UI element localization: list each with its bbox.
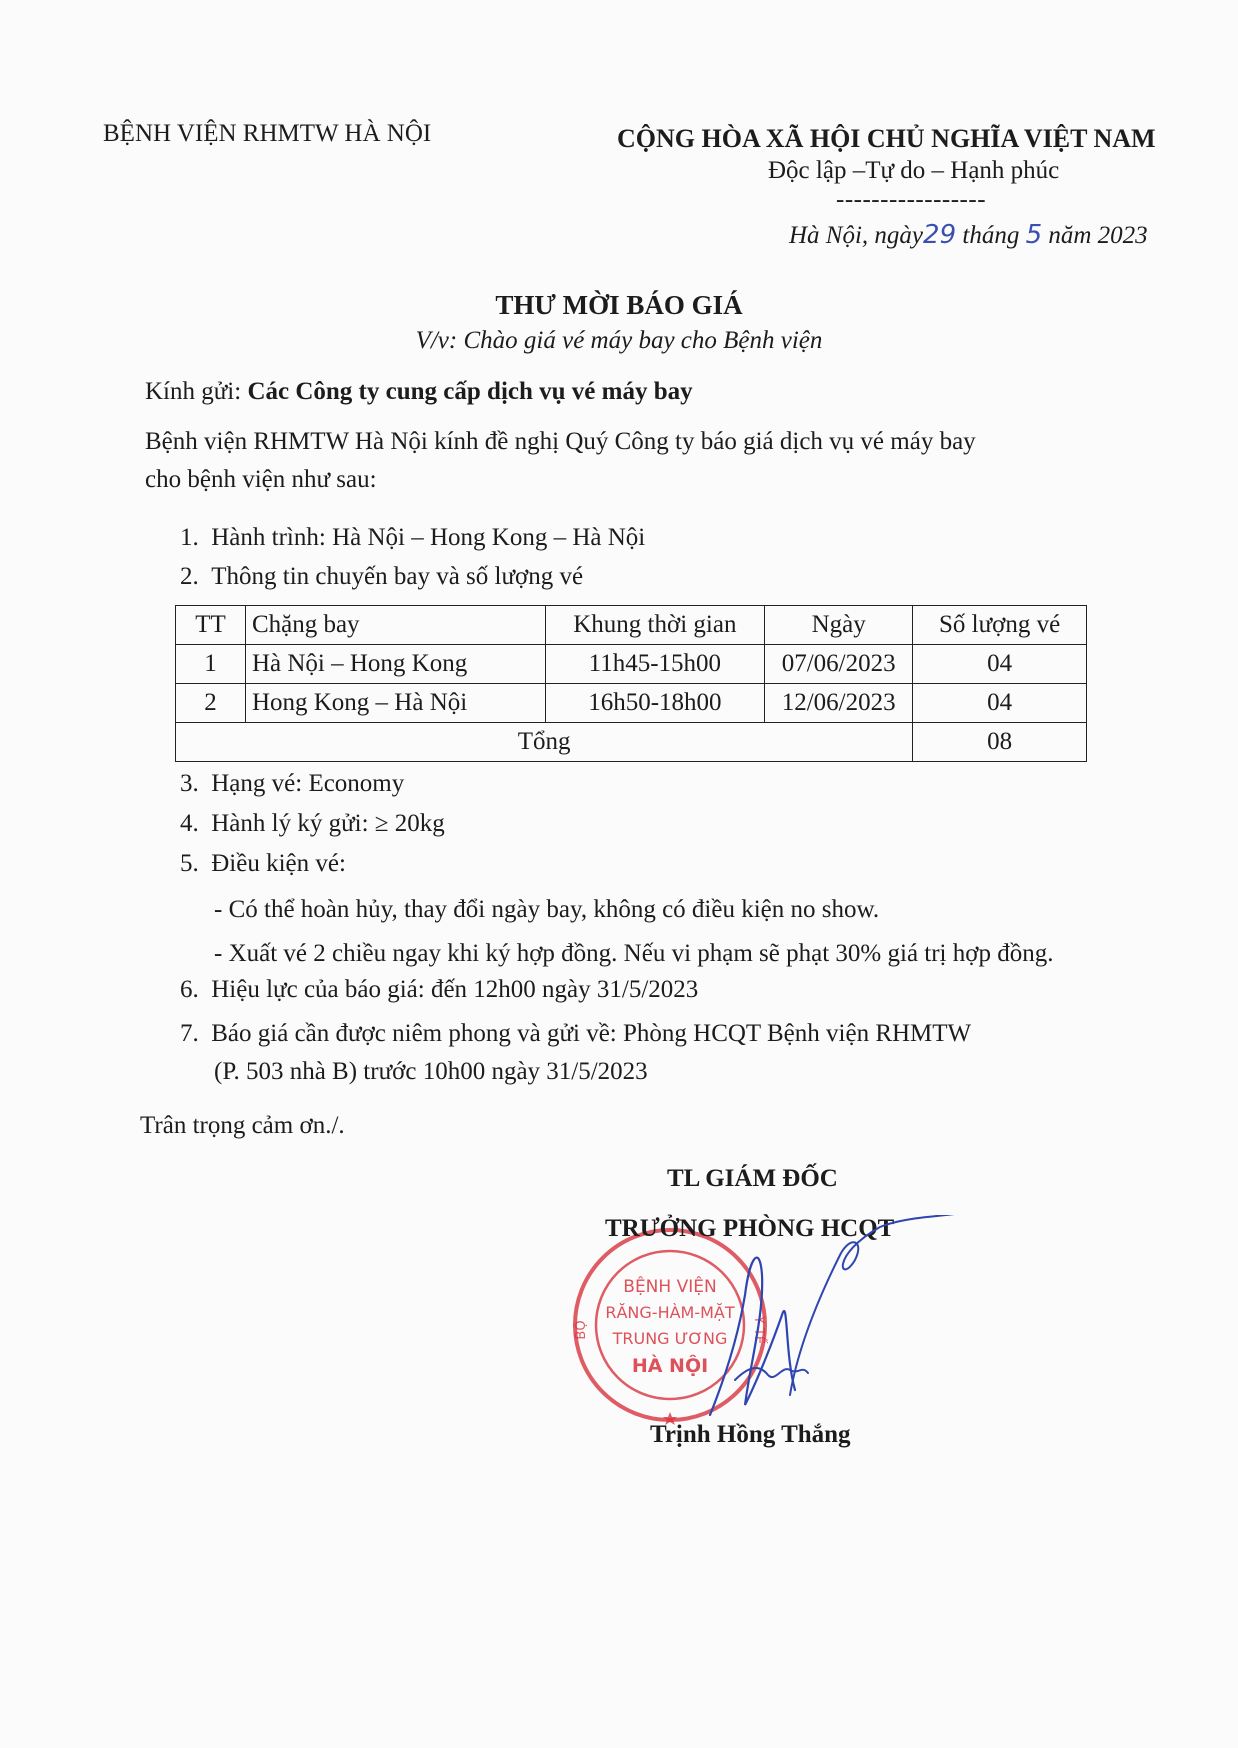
table-total-row (176, 723, 1087, 762)
stamp-line-1: BỆNH VIỆN (623, 1277, 717, 1297)
flight-table (175, 605, 1087, 762)
stamp-line-3: TRUNG ƯƠNG (612, 1329, 728, 1348)
date-month-word: tháng (962, 222, 1020, 249)
list-item-5 (180, 850, 346, 878)
handwritten-signature-icon (690, 1215, 980, 1445)
cell-tt: 1 (176, 645, 246, 684)
list-item-4 (180, 810, 445, 838)
intro-line-2: cho bệnh viện như sau: (145, 466, 377, 493)
ticket-condition-2: - Xuất vé 2 chiều ngay khi ký hợp đồng. Nếu vi phạm sẽ phạt 30% giá trị hợp đồng. (214, 940, 1054, 967)
header-divider: ----------------- (836, 186, 987, 213)
item-number: 4. (180, 810, 199, 837)
cell-time: 11h45-15h00 (545, 645, 765, 684)
organization-name: BỆNH VIỆN RHMTW HÀ NỘI (103, 120, 432, 147)
header-quantity: Số lượng vé (913, 606, 1087, 645)
item-number: 1. (180, 524, 199, 551)
item-text: Điều kiện vé: (211, 850, 346, 877)
table-header-row (176, 606, 1087, 645)
cell-quantity: 04 (913, 684, 1087, 723)
total-value: 08 (913, 723, 1087, 762)
list-item-1 (180, 524, 645, 552)
stamp-line-4: HÀ NỘI (631, 1355, 709, 1377)
signature-title-2: TRƯỞNG PHÒNG HCQT (605, 1215, 895, 1242)
stamp-line-2: RĂNG-HÀM-MẶT (605, 1303, 735, 1322)
header-date: Ngày (765, 606, 913, 645)
total-label: Tổng (176, 723, 913, 762)
list-item-7 (180, 1020, 971, 1048)
cell-tt: 2 (176, 684, 246, 723)
ticket-condition-1: - Có thể hoàn hủy, thay đổi ngày bay, không có điều kiện no show. (214, 896, 880, 923)
cell-date: 12/06/2023 (765, 684, 913, 723)
cell-date: 07/06/2023 (765, 645, 913, 684)
item-number: 3. (180, 770, 199, 797)
list-item-7-line-2: (P. 503 nhà B) trước 10h00 ngày 31/5/2023 (214, 1058, 648, 1085)
table-row (176, 684, 1087, 723)
item-text: Hạng vé: Economy (211, 770, 405, 797)
item-number: 6. (180, 976, 199, 1003)
list-item-3 (180, 770, 404, 798)
closing-text: Trân trọng cảm ơn./. (140, 1112, 345, 1139)
table-row (176, 645, 1087, 684)
cell-time: 16h50-18h00 (545, 684, 765, 723)
item-number: 5. (180, 850, 199, 877)
header-tt: TT (176, 606, 246, 645)
stamp-right-text: Y TẾ (751, 1315, 766, 1345)
item-number: 7. (180, 1020, 199, 1047)
signer-name: Trịnh Hồng Thắng (650, 1421, 851, 1448)
item-text: Thông tin chuyến bay và số lượng vé (211, 563, 584, 590)
item-text: Báo giá cần được niêm phong và gửi về: Phòng HCQT Bệnh viện RHMTW (211, 1020, 972, 1047)
stamp-left-text: BỘ (574, 1320, 589, 1340)
document-title: THƯ MỜI BÁO GIÁ (495, 290, 743, 320)
recipient: Các Công ty cung cấp dịch vụ vé máy bay (247, 378, 693, 405)
document-date (789, 220, 1148, 250)
item-text: Hành trình: Hà Nội – Hong Kong – Hà Nội (211, 524, 646, 551)
recipient-label: Kính gửi: (145, 378, 242, 405)
recipient-line (145, 378, 693, 406)
date-month: 5 (1025, 220, 1043, 250)
date-day: 29 (923, 220, 957, 250)
date-prefix: Hà Nội, ngày (789, 222, 924, 249)
country-name: CỘNG HÒA XÃ HỘI CHỦ NGHĨA VIỆT NAM (617, 124, 1156, 153)
motto: Độc lập –Tự do – Hạnh phúc (768, 157, 1060, 184)
list-item-2 (180, 563, 583, 591)
header-route: Chặng bay (245, 606, 545, 645)
list-item-6 (180, 976, 698, 1004)
cell-quantity: 04 (913, 645, 1087, 684)
date-year: năm 2023 (1048, 222, 1148, 249)
item-text: Hành lý ký gửi: ≥ 20kg (211, 810, 445, 837)
signature-title-1: TL GIÁM ĐỐC (667, 1165, 838, 1192)
document-subject: V/v: Chào giá vé máy bay cho Bệnh viện (415, 327, 823, 354)
header-time: Khung thời gian (545, 606, 765, 645)
intro-line-1: Bệnh viện RHMTW Hà Nội kính đề nghị Quý Công ty báo giá dịch vụ vé máy bay (145, 428, 976, 455)
cell-route: Hà Nội – Hong Kong (245, 645, 545, 684)
cell-route: Hong Kong – Hà Nội (245, 684, 545, 723)
item-number: 2. (180, 563, 199, 590)
item-text: Hiệu lực của báo giá: đến 12h00 ngày 31/5/2023 (211, 976, 699, 1003)
